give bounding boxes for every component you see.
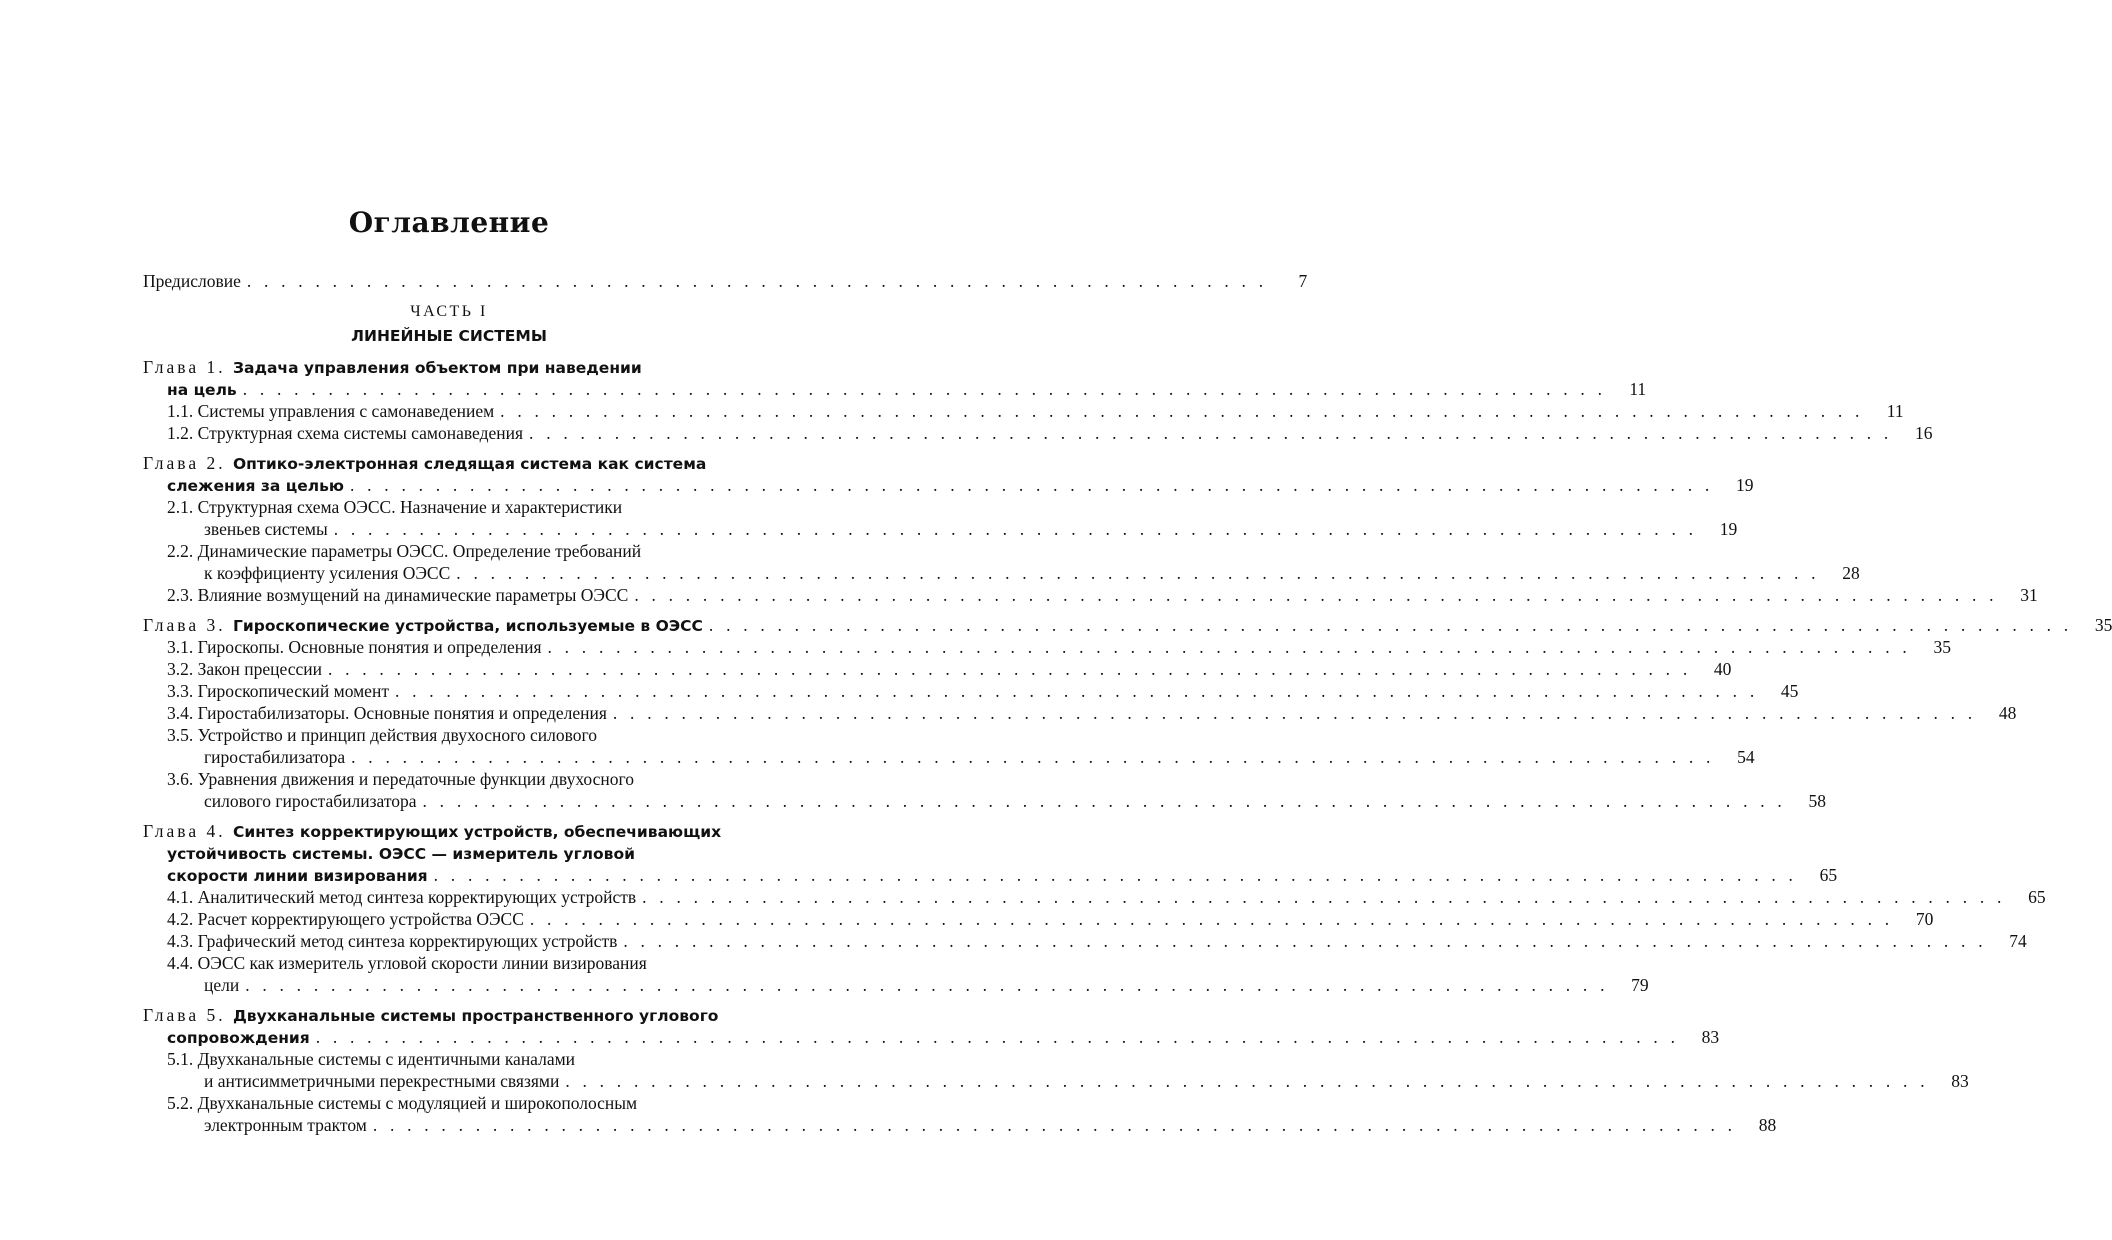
toc-content: [143, 270, 2112, 1136]
toc-entry-chapter[interactable]: [143, 1026, 1720, 1048]
leader-dots: . . . . . . . . . . . . . . . . . . . . . . . . . . . . . . . . . . . . . . . . . . . . . . . . . . . . . . . . . . . . . . . . . . . . . . . . . . . . . . . .: [565, 1071, 1929, 1091]
entry-text: цели: [204, 974, 245, 996]
leader-dots: . . . . . . . . . . . . . . . . . . . . . . . . . . . . . . . . . . . . . . . . . . . . . . . . . . . . . . . . . . . . . . . . . . . . . . . . . . . . . . . .: [333, 519, 1698, 539]
toc-entry-section[interactable]: [143, 562, 1860, 584]
leader-dots: . . . . . . . . . . . . . . . . . . . . . . . . . . . . . . . . . . . . . . . . . . . . . . . . . . . . . . . . . . . . . . . . . . . . . . . . . . . . . . . .: [500, 401, 1864, 421]
chapter-prefix: Глава 5.: [143, 1005, 233, 1025]
section-title-line: 2.1. Структурная схема ОЭСС. Назначение и характеристики: [167, 497, 623, 517]
leader-dots: . . . . . . . . . . . . . . . . . . . . . . . . . . . . . . . . . . . . . . . . . . . . . . . . . . . . . . . . . . . . . . . . . . . . . . . . . . . . . . . .: [634, 585, 1998, 605]
toc-entry-chapter[interactable]: [143, 474, 1754, 496]
leader-dots: . . . . . . . . . . . . . . . . . . . . . . . . . . . . . . . . . . . . . . . . . . . . . . . . . . . . . . . . . . . . . . . . . . . . . . . . . . . . . . . .: [612, 703, 1977, 723]
chapter-prefix: Глава 2.: [143, 453, 233, 473]
entry-text: и антисимметричными перекрестными связями: [204, 1070, 565, 1092]
section-title-line: 4.4. ОЭСС как измеритель угловой скорости линии визирования: [167, 953, 647, 973]
chapter-list: [143, 356, 2112, 1136]
page-number: 7: [1298, 271, 1308, 291]
toc-entry-section[interactable]: [143, 702, 2017, 724]
toc-entry-section[interactable]: [143, 746, 1755, 768]
toc-entry-chapter[interactable]: [143, 614, 2112, 636]
page-number: 88: [1758, 1115, 1777, 1135]
entry-text: к коэффициенту усиления ОЭСС: [204, 562, 456, 584]
leader-dots: . . . . . . . . . . . . . . . . . . . . . . . . . . . . . . . . . . . . . . . . . . . . . . . . . . . . . . . . . . . . . . . . . . . . . . . . . . . . . . . .: [642, 887, 2006, 907]
toc-entry-section[interactable]: [143, 584, 2038, 606]
page-number: 19: [1735, 475, 1754, 495]
chapter-block: [143, 452, 2038, 606]
entry-text: 3.2. Закон прецессии: [167, 658, 328, 680]
section-title-line: 2.2. Динамические параметры ОЭСС. Определение требований: [167, 541, 642, 561]
chapter-title-text: сопровождения: [167, 1029, 310, 1047]
section-title-line: 5.2. Двухканальные системы с модуляцией и широкополосным: [167, 1093, 638, 1113]
leader-dots: . . . . . . . . . . . . . . . . . . . . . . . . . . . . . . . . . . . . . . . . . . . . . . . . . . . . . . . . . . . . . . . . . . . . . . . . . . . . . . . .: [351, 747, 1715, 767]
page-number: 28: [1842, 563, 1860, 583]
chapter-block: [143, 820, 2046, 996]
chapter-title-text: Гироскопические устройства, используемые в ОЭСС: [232, 617, 703, 635]
chapter-title-line: [143, 820, 755, 842]
page-number: 58: [1808, 791, 1826, 811]
entry-text: электронным трактом: [204, 1114, 373, 1136]
chapter-title-text: на цель: [167, 381, 237, 399]
page-number: 48: [1998, 703, 2017, 723]
leader-dots: . . . . . . . . . . . . . . . . . . . . . . . . . . . . . . . . . . . . . . . . . . . . . . . . . . . . . . . . . . . . . . . . . . . . . . . . . . . . . . . .: [315, 1027, 1680, 1047]
toc-entry-section[interactable]: [143, 886, 2046, 908]
leader-dots: . . . . . . . . . . . . . . . . . . . . . . . . . . . . . . . . . . . . . . . . . . . . . . . . . . . . . . . . . . . . . . . . . . . . . . . . . . . . . . . .: [529, 423, 1893, 443]
entry-text: 3.4. Гиростабилизаторы. Основные понятия и определения: [167, 702, 613, 724]
chapter-prefix: Глава 3.: [143, 615, 233, 635]
chapter-title-text: Задача управления объектом при наведении: [232, 359, 642, 377]
section-title-line: 3.5. Устройство и принцип действия двухосного силового: [167, 725, 597, 745]
chapter-title-line: [143, 842, 755, 864]
toc-entry-section[interactable]: [143, 930, 2027, 952]
leader-dots: . . . . . . . . . . . . . . . . . . . . . . . . . . . . . . . . . . . . . . . . . . . . . . . . . . . . . . . . . . . . . . . . . . . . . . . . . . . . . . . .: [456, 563, 1820, 583]
chapter-block: [143, 356, 1933, 444]
toc-entry-section[interactable]: [143, 422, 1933, 444]
part-title: ЛИНЕЙНЫЕ СИСТЕМЫ: [351, 327, 547, 345]
chapter-title-line: [143, 452, 755, 474]
toc-entry-section[interactable]: [143, 658, 1732, 680]
toc-entry-section[interactable]: [143, 400, 1904, 422]
page-number: 40: [1713, 659, 1732, 679]
preface-label: Предисловие: [143, 270, 247, 292]
leader-dots: . . . . . . . . . . . . . . . . . . . . . . . . . . . . . . . . . . . . . . . . . . . . . . . . . . . . . . . . . . . . . . . . . . . . . . . . . . . . . . . .: [245, 975, 1609, 995]
chapter-block: [143, 614, 2112, 812]
page-number: 19: [1719, 519, 1738, 539]
leader-dots: . . . . . . . . . . . . . . . . . . . . . . . . . . . . . . . . . . . . . . . . . . . . . . . . . . . . . . . . . . . . . . . . . . . . . . . . . . . . . . . .: [422, 791, 1786, 811]
toc-entry-section[interactable]: [143, 1070, 1969, 1092]
leader-dots: . . . . . . . . . . . . . . . . . . . . . . . . . . . . . . . . . . . . . . . . . . . . . . . . . . . . . . . . . . . . . . . . . . . . . . . . . . . . . . . .: [623, 931, 1987, 951]
chapter-title-text: Синтез корректирующих устройств, обеспечивающих: [232, 823, 722, 841]
entry-text: 4.2. Расчет корректирующего устройства ОЭСС: [167, 908, 530, 930]
entry-text: 4.3. Графический метод синтеза корректирующих устройств: [167, 930, 623, 952]
page-number: 79: [1631, 975, 1649, 995]
page-number: 11: [1886, 401, 1904, 421]
entry-text: 3.1. Гироскопы. Основные понятия и определения: [167, 636, 548, 658]
entry-text: 2.3. Влияние возмущений на динамические параметры ОЭСС: [167, 584, 634, 606]
toc-entry-section[interactable]: [143, 1114, 1777, 1136]
section-title-line: 3.6. Уравнения движения и передаточные функции двухосного: [167, 769, 634, 789]
page-number: 83: [1701, 1027, 1720, 1047]
toc-entry-section[interactable]: [143, 908, 1934, 930]
leader-dots: . . . . . . . . . . . . . . . . . . . . . . . . . . . . . . . . . . . . . . . . . . . . . . . . . . . . . . . . . . . . . . . . . . . . . . . . . . . . . . . .: [547, 637, 1911, 657]
entry-text: гиростабилизатора: [204, 746, 351, 768]
toc-entry-section[interactable]: [143, 790, 1826, 812]
leader-dots: . . . . . . . . . . . . . . . . . . . . . . . . . . . . . . . . . . . . . . . . . . . . . . . . . . . . . . . . . . . .: [246, 271, 1268, 291]
leader-dots: . . . . . . . . . . . . . . . . . . . . . . . . . . . . . . . . . . . . . . . . . . . . . . . . . . . . . . . . . . . . . . . . . . . . . . . . . . . . . . . .: [708, 615, 2073, 635]
page-number: 70: [1915, 909, 1934, 929]
leader-dots: . . . . . . . . . . . . . . . . . . . . . . . . . . . . . . . . . . . . . . . . . . . . . . . . . . . . . . . . . . . . . . . . . . . . . . . . . . . . . . . .: [394, 681, 1759, 701]
chapter-prefix: Глава 1.: [143, 357, 233, 377]
leader-dots: . . . . . . . . . . . . . . . . . . . . . . . . . . . . . . . . . . . . . . . . . . . . . . . . . . . . . . . . . . . . . . . . . . . . . . . . . . . . . . . .: [372, 1115, 1737, 1135]
entry-text: силового гиростабилизатора: [204, 790, 423, 812]
page-number: 74: [2009, 931, 2027, 951]
page-number: 31: [2020, 585, 2038, 605]
page-number: 83: [1951, 1071, 1969, 1091]
chapter-title-text: Оптико-электронная следящая система как система: [232, 455, 707, 473]
toc-entry-section[interactable]: [143, 518, 1738, 540]
leader-dots: . . . . . . . . . . . . . . . . . . . . . . . . . . . . . . . . . . . . . . . . . . . . . . . . . . . . . . . . . . . . . . . . . . . . . . . . . . . . . . . .: [327, 659, 1692, 679]
entry-text: [167, 378, 243, 401]
entry-text: 1.1. Системы управления с самонаведением: [167, 400, 500, 422]
toc-entry-chapter[interactable]: [143, 378, 1647, 400]
entry-text: 4.1. Аналитический метод синтеза корректирующих устройств: [167, 886, 642, 908]
toc-entry-section[interactable]: [143, 636, 1951, 658]
toc-entry-chapter[interactable]: [143, 864, 1838, 886]
chapter-title-line: [143, 1004, 755, 1026]
page-number: 16: [1914, 423, 1933, 443]
entry-text: [167, 1026, 316, 1049]
page-number: 35: [1933, 637, 1951, 657]
entry-text: [167, 864, 434, 887]
chapter-prefix: Глава 4.: [143, 821, 233, 841]
leader-dots: . . . . . . . . . . . . . . . . . . . . . . . . . . . . . . . . . . . . . . . . . . . . . . . . . . . . . . . . . . . . . . . . . . . . . . . . . . . . . . . .: [529, 909, 1894, 929]
part-label: ЧАСТЬ I: [410, 303, 488, 320]
entry-text: [143, 614, 709, 637]
chapter-title-text: скорости линии визирования: [167, 867, 428, 885]
section-title-line: 5.1. Двухканальные системы с идентичными каналами: [167, 1049, 576, 1069]
leader-dots: . . . . . . . . . . . . . . . . . . . . . . . . . . . . . . . . . . . . . . . . . . . . . . . . . . . . . . . . . . . . . . . . . . . . . . . . . . . . . . . .: [242, 379, 1607, 399]
toc-entry-preface[interactable]: [143, 270, 1308, 292]
page-number: 11: [1629, 379, 1647, 399]
chapter-title-text: устойчивость системы. ОЭСС — измеритель угловой: [167, 845, 635, 863]
leader-dots: . . . . . . . . . . . . . . . . . . . . . . . . . . . . . . . . . . . . . . . . . . . . . . . . . . . . . . . . . . . . . . . . . . . . . . . . . . . . . . . .: [433, 865, 1798, 885]
toc-entry-section[interactable]: [143, 680, 1799, 702]
entry-text: 3.3. Гироскопический момент: [167, 680, 395, 702]
page-number: 35: [2094, 615, 2112, 635]
page-number: 65: [1819, 865, 1838, 885]
entry-text: [167, 474, 350, 497]
page-number: 65: [2028, 887, 2046, 907]
leader-dots: . . . . . . . . . . . . . . . . . . . . . . . . . . . . . . . . . . . . . . . . . . . . . . . . . . . . . . . . . . . . . . . . . . . . . . . . . . . . . . . .: [350, 475, 1714, 495]
chapter-title-text: слежения за целью: [167, 477, 344, 495]
entry-text: 1.2. Структурная схема системы самонаведения: [167, 422, 529, 444]
chapter-title-text: Двухканальные системы пространственного углового: [232, 1007, 719, 1025]
toc-entry-section[interactable]: [143, 974, 1649, 996]
entry-text: звеньев системы: [204, 518, 334, 540]
chapter-title-line: [143, 356, 755, 378]
page-number: 45: [1780, 681, 1799, 701]
page-number: 54: [1737, 747, 1755, 767]
page-title: Оглавление: [348, 206, 550, 239]
chapter-block: [143, 1004, 1969, 1136]
